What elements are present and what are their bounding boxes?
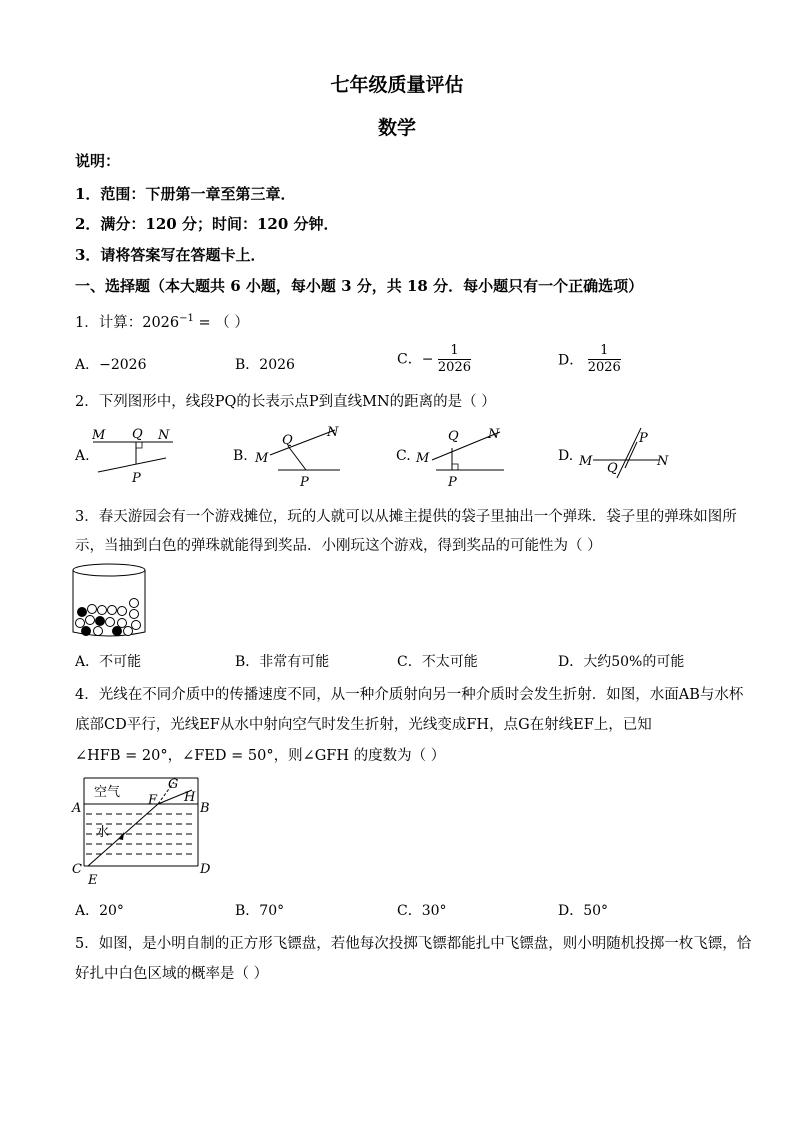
- option-label: D．: [558, 352, 584, 369]
- q2-figure-b: [250, 420, 350, 490]
- numerator: 1: [450, 343, 459, 358]
- question-3-stem-line-1: 3．春天游园会有一个游戏摊位，玩的人就可以从摊主提供的袋子里抽出一个弹珠．袋子里的弹珠如图所: [75, 509, 737, 525]
- marble-white: [124, 627, 133, 636]
- marble-white: [88, 605, 97, 614]
- label-q: Q: [132, 427, 143, 442]
- subject-title: 数学: [377, 117, 416, 139]
- marble-black: [113, 627, 122, 636]
- question-2-stem: 2．下列图形中，线段PQ的长表示点P到直线MN的距离的是（ ）: [75, 394, 496, 410]
- question-2-option-c[interactable]: C.: [396, 448, 411, 464]
- question-1-exponent: −1: [179, 313, 194, 325]
- question-1-option-a[interactable]: [75, 354, 146, 374]
- option-sign: −: [421, 351, 434, 368]
- question-2-option-a[interactable]: A.: [75, 448, 90, 464]
- marble-black: [96, 617, 105, 626]
- label-p: P: [132, 471, 141, 486]
- option-label: B．: [235, 357, 260, 373]
- section-heading: 一、选择题（本大题共 6 小题，每小题 3 分，共 18 分．每小题只有一个正确选项）: [75, 277, 644, 295]
- marble-white: [118, 619, 127, 628]
- label-c: C: [72, 862, 82, 877]
- label-q: Q: [448, 429, 459, 444]
- label-n: N: [327, 425, 339, 440]
- question-1-number: 1．计算：: [75, 315, 143, 331]
- label-g: G: [168, 777, 179, 792]
- label-q: Q: [607, 461, 618, 476]
- question-1-base: 2026: [142, 315, 180, 331]
- question-4-option-b[interactable]: B．70°: [235, 903, 285, 919]
- question-5-stem-line-1: 5．如图，是小明自制的正方形飞镖盘，若他每次投掷飞镖都能扎中飞镖盘，则小明随机投掷一枚飞镖，恰: [75, 936, 752, 952]
- label-water: 水: [96, 825, 110, 840]
- question-3-option-a[interactable]: A．不可能: [75, 654, 142, 670]
- option-label: A．: [75, 357, 100, 373]
- marble-white: [106, 618, 115, 627]
- marble-white: [86, 616, 95, 625]
- label-m: M: [579, 454, 593, 469]
- q2-figure-a: [88, 420, 178, 490]
- label-e: E: [88, 873, 98, 888]
- question-1-option-c[interactable]: [397, 343, 471, 376]
- label-p: P: [300, 475, 309, 490]
- label-p: P: [639, 431, 648, 446]
- note-item-1: 1．范围：下册第一章至第三章．: [75, 185, 296, 203]
- note-item-2: 2．满分：120 分；时间：120 分钟．: [75, 215, 339, 233]
- question-4-option-c[interactable]: C．30°: [397, 903, 447, 919]
- label-a: A: [72, 801, 82, 816]
- fraction: [588, 343, 621, 376]
- fraction: [438, 343, 471, 376]
- option-text: −2026: [99, 357, 147, 373]
- question-4-option-a[interactable]: A．20°: [75, 903, 124, 919]
- question-1-tail: = （ ）: [193, 315, 249, 331]
- option-text: 2026: [259, 357, 295, 373]
- label-b: B: [200, 801, 210, 816]
- label-n: N: [158, 428, 170, 443]
- marble-white: [108, 606, 117, 615]
- denominator: 2026: [587, 360, 621, 375]
- q2-figure-c: [412, 420, 512, 490]
- refraction-figure: [70, 770, 220, 890]
- label-p: P: [448, 475, 457, 490]
- question-1-stem: [75, 311, 249, 332]
- question-4-option-d[interactable]: D．50°: [558, 903, 609, 919]
- question-3-stem-line-2: 示，当抽到白色的弹珠就能得到奖品．小刚玩这个游戏，得到奖品的可能性为（ ）: [75, 538, 602, 554]
- question-1-option-b[interactable]: [235, 354, 295, 374]
- marble-white: [98, 606, 107, 615]
- label-n: N: [657, 454, 669, 469]
- question-5-stem-line-2: 好扎中白色区域的概率是（ ）: [75, 966, 269, 982]
- numerator: 1: [600, 343, 609, 358]
- question-3-option-c[interactable]: C．不太可能: [397, 654, 478, 670]
- notes-heading: 说明：: [75, 152, 121, 170]
- label-d: D: [200, 862, 211, 877]
- label-air: 空气: [94, 785, 121, 800]
- q2-figure-d: [577, 420, 677, 490]
- question-2-option-b[interactable]: B.: [233, 448, 248, 464]
- label-m: M: [255, 451, 269, 466]
- question-4-stem-line-3: ∠HFB = 20°，∠FED = 50°，则∠GFH 的度数为（ ）: [75, 748, 446, 764]
- label-h: H: [184, 790, 196, 805]
- question-2-option-d[interactable]: D.: [558, 448, 574, 464]
- label-q: Q: [282, 433, 293, 448]
- question-4-stem-line-2: 底部CD平行，光线EF从水中射向空气时发生折射，光线变成FH，点G在射线EF上，已知: [75, 717, 652, 733]
- marble-black: [82, 627, 91, 636]
- exam-title: 七年级质量评估: [330, 74, 464, 96]
- question-4-stem-line-1: 4．光线在不同介质中的传播速度不同，从一种介质射向另一种介质时会发生折射．如图，水面AB与水杯: [75, 687, 744, 703]
- marble-white: [76, 619, 85, 628]
- label-n: N: [488, 427, 500, 442]
- marble-white: [132, 621, 141, 630]
- marble-white: [118, 607, 127, 616]
- denominator: 2026: [437, 360, 471, 375]
- label-m: M: [92, 428, 106, 443]
- question-3-option-b[interactable]: B．非常有可能: [235, 654, 330, 670]
- label-f: F: [148, 793, 158, 808]
- marble-white: [94, 627, 103, 636]
- question-1-option-d[interactable]: [558, 343, 621, 376]
- option-label: C．: [397, 351, 422, 368]
- note-item-3: 3．请将答案写在答题卡上．: [75, 246, 266, 264]
- marble-white: [130, 610, 139, 619]
- marble-black: [78, 608, 87, 617]
- marble-white: [130, 599, 139, 608]
- marble-cup-figure: [70, 560, 150, 642]
- question-3-option-d[interactable]: D．大约50%的可能: [558, 654, 685, 670]
- label-m: M: [416, 451, 430, 466]
